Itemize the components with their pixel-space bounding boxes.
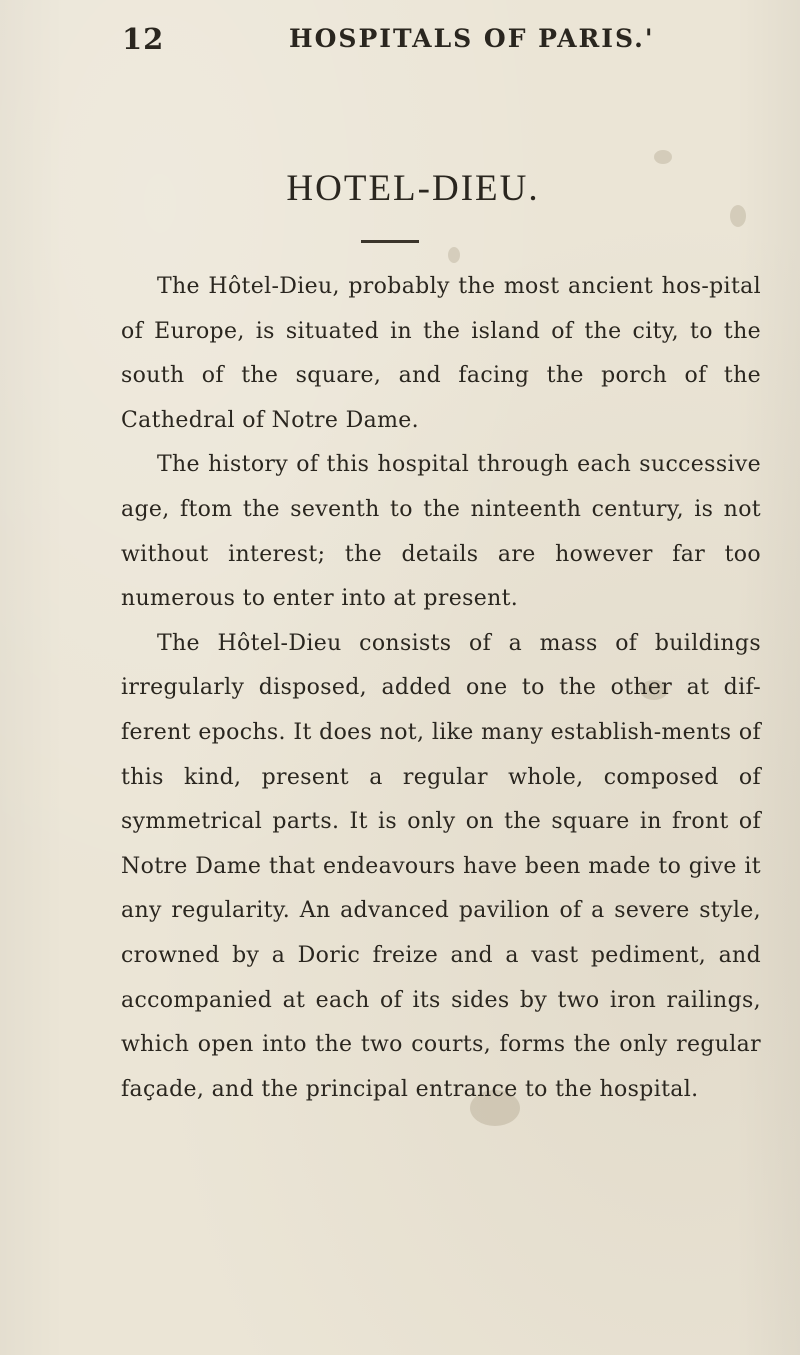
chapter-title: HOTEL-DIEU. (286, 168, 540, 209)
body-text (121, 265, 761, 1112)
paragraph: The Hôtel-Dieu consists of a mass of buildings irregularly disposed, added one to the other at dif-ferent epochs. It does not, like many establish-ments of this kind, present a regular whole, composed of symmetrical parts. It is only on the square in front of Notre Dame that endeavours have been made to give it any regularity. An advanced pavilion of a severe style, crowned by a Doric freize and a vast pediment, and accompanied at each of its sides by two iron railings, which open into the two courts, forms the only regular façade, and the principal entrance to the hospital. (121, 630, 761, 1102)
title-divider (361, 240, 419, 243)
paper-stain (654, 150, 672, 164)
running-title: HOSPITALS OF PARIS.' (289, 24, 655, 53)
paragraph: The history of this hospital through each successive age, ftom the seventh to the ninteenth century, is not without interest; the details are however far too numerous to enter into at present. (121, 452, 761, 612)
running-head (112, 22, 752, 66)
paragraph: The Hôtel-Dieu, probably the most ancient hos-pital of Europe, is situated in the island of the city, to the south of the square, and facing the porch of the Cathedral of Notre Dame. (121, 274, 761, 433)
page-number: 12 (122, 22, 165, 56)
paper-stain (448, 247, 460, 263)
